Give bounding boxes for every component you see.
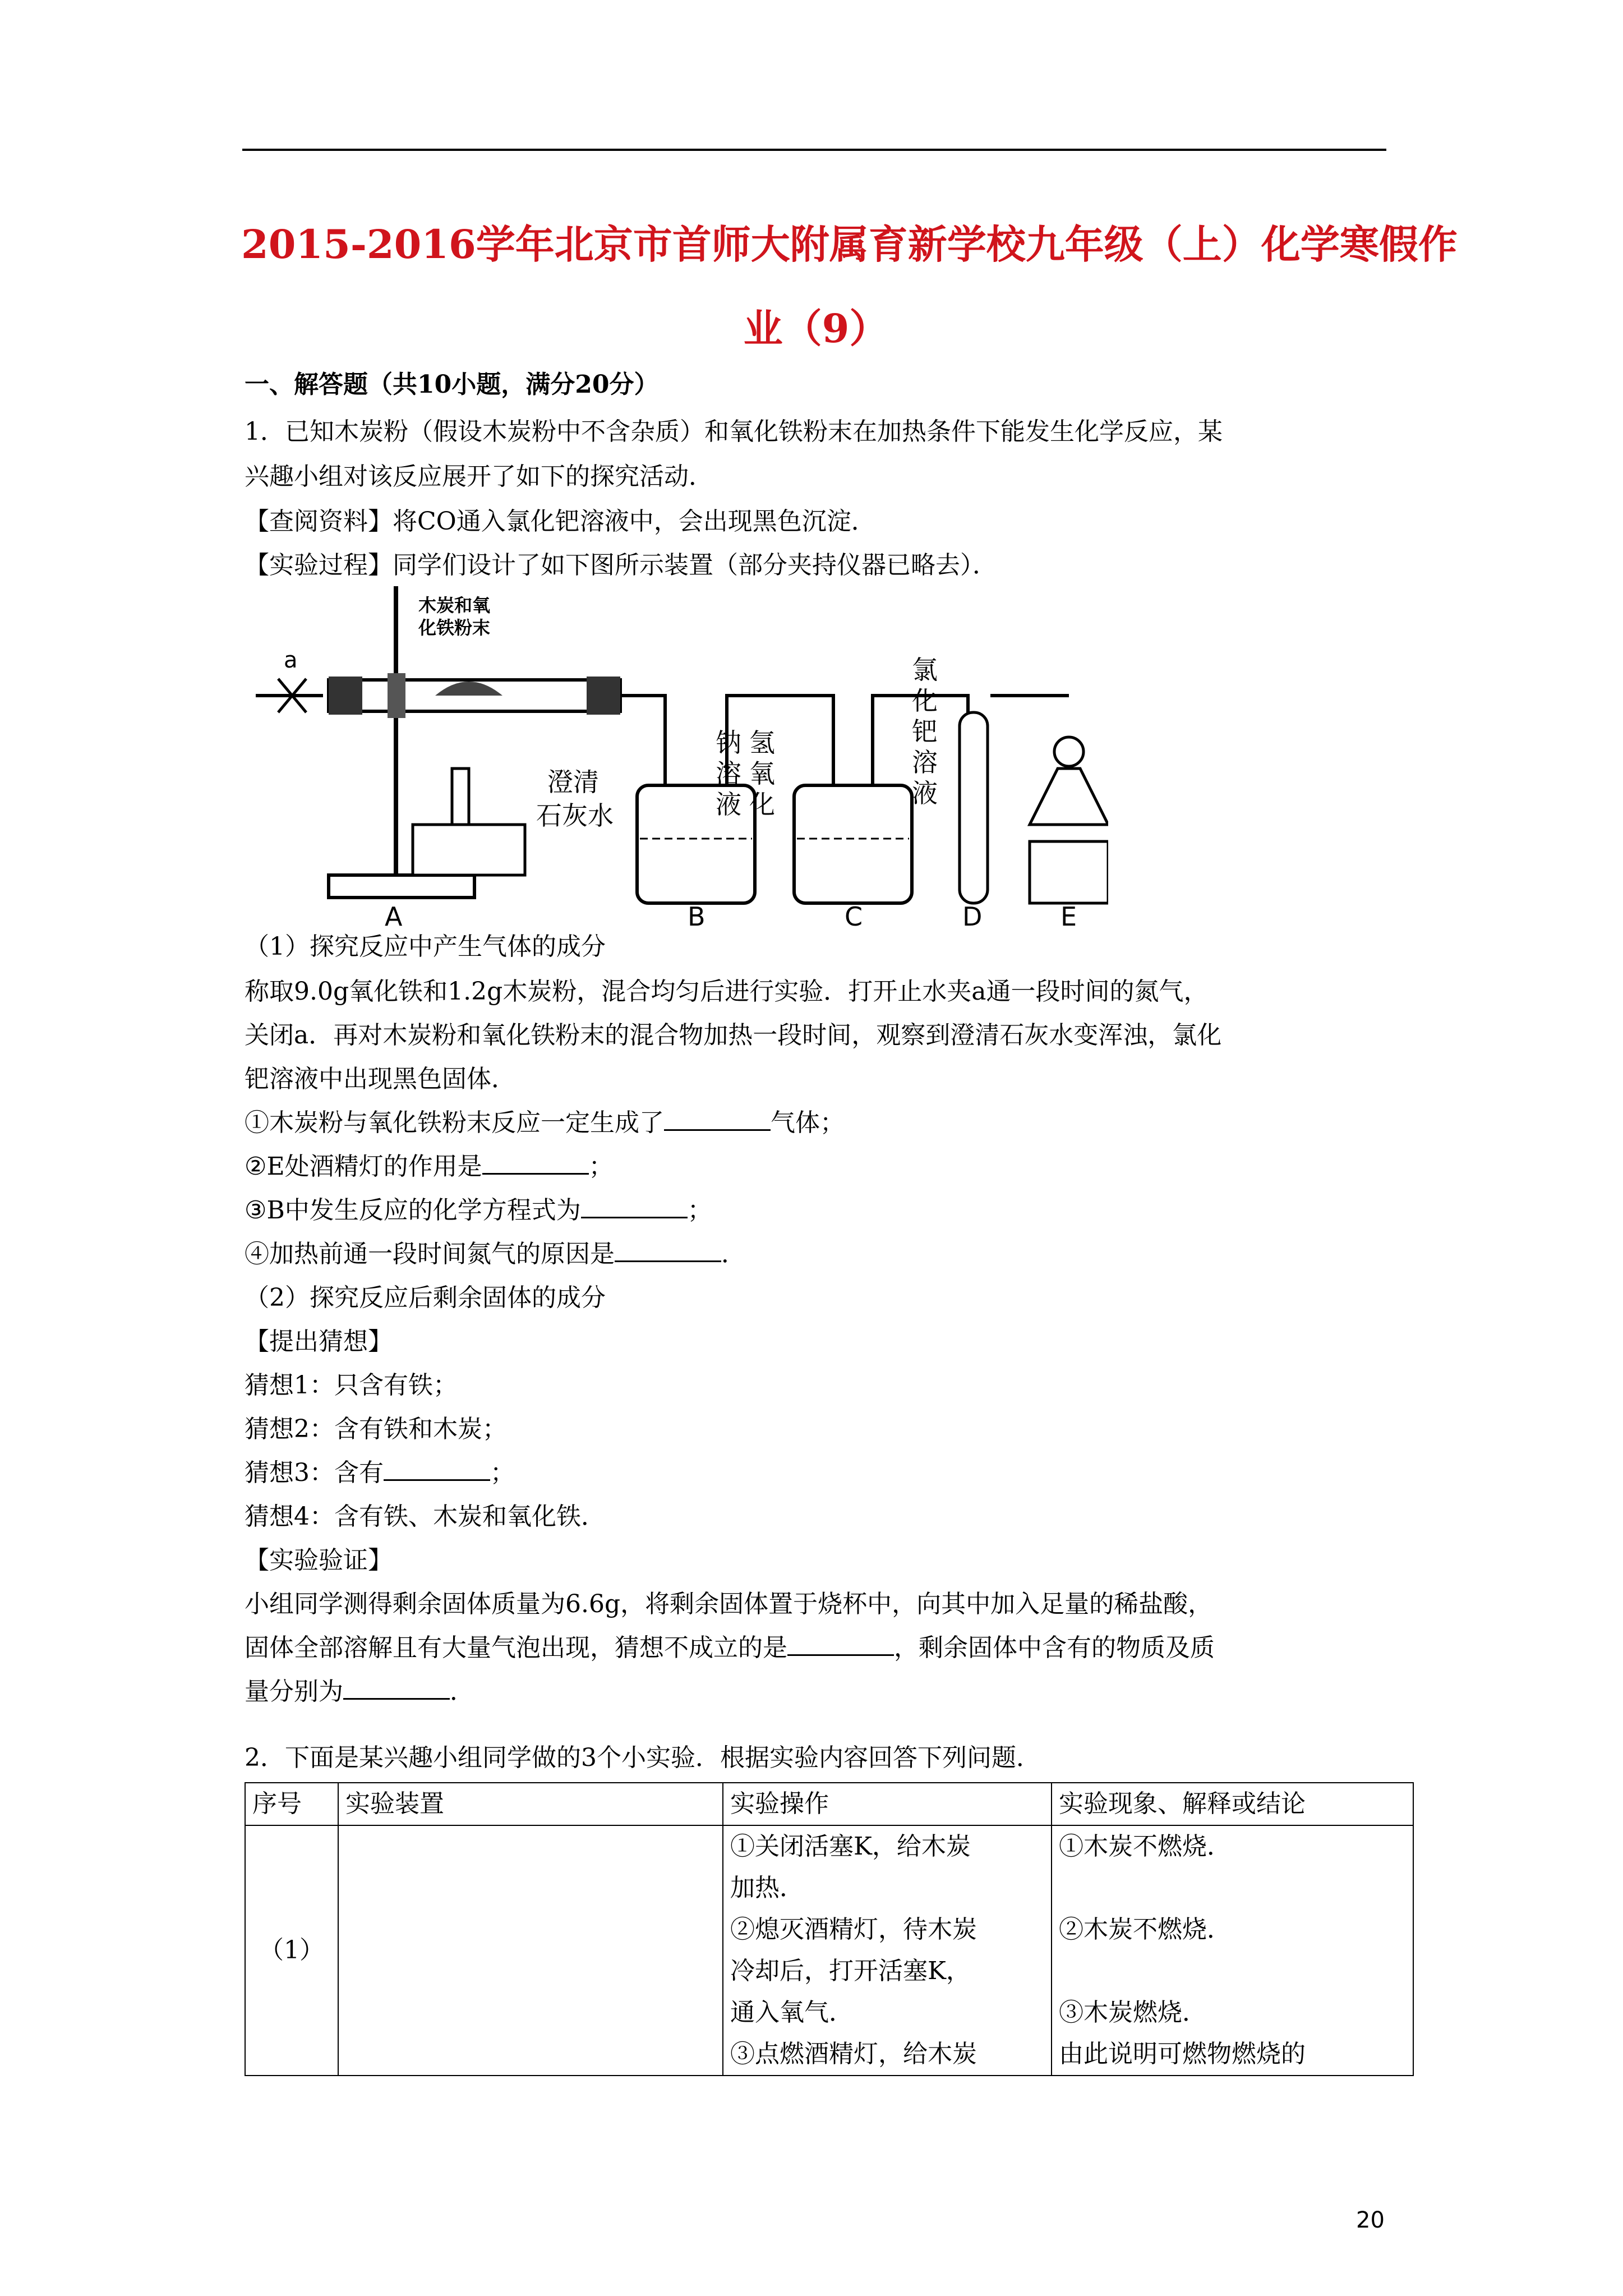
burner-chimney <box>452 769 469 825</box>
test-tube-d <box>960 712 988 903</box>
operation-line: ②熄灭酒精灯，待木炭 <box>730 1915 977 1944</box>
table-header-row <box>245 1783 1413 1825</box>
verify-line-2: 固体全部溶解且有大量气泡出现，猜想不成立的是 ，剩余固体中含有的物质及质 <box>245 1626 1215 1671</box>
limewater-label-1: 澄清 <box>547 767 599 797</box>
q1-intro-line-2: 兴趣小组对该反应展开了如下的探究活动． <box>245 462 713 491</box>
station-label-b: B <box>688 901 706 931</box>
row-results <box>1052 1825 1413 2076</box>
verify-line-3: 量分别为 ． <box>245 1669 474 1714</box>
answer-blank[interactable] <box>384 1457 490 1481</box>
experiment-table <box>245 1782 1414 2076</box>
page-title-line-2: 业（9） <box>743 305 889 352</box>
table-row <box>245 1825 1413 2076</box>
naoh-label-5: 溶 <box>716 758 741 789</box>
page-number: 20 <box>1356 2207 1385 2233</box>
station-label-a: A <box>385 901 403 931</box>
header-operation: 实验操作 <box>723 1783 1052 1825</box>
clamp-a-label: a <box>284 647 298 673</box>
alcohol-lamp <box>1030 769 1108 825</box>
naoh-label-2: 氧 <box>749 758 775 789</box>
operation-line: 加热． <box>730 1874 804 1902</box>
result-line <box>1059 1950 1406 1992</box>
answer-blank[interactable] <box>615 1238 721 1262</box>
part1-text-2: 关闭a．再对木炭粉和氧化铁粉末的混合物加热一段时间，观察到澄清石灰水变浑浊，氯化 <box>245 1021 1222 1050</box>
naoh-label-1: 氢 <box>749 728 775 758</box>
result-line: ③木炭燃烧． <box>1059 1998 1207 2027</box>
tube-b-to-c <box>727 696 833 785</box>
answer-blank[interactable] <box>482 1151 589 1175</box>
answer-blank[interactable] <box>787 1632 894 1656</box>
tube-a-to-b <box>620 696 665 785</box>
q1-sub-b: ②E处酒精灯的作用是 ； <box>245 1144 614 1189</box>
section-heading: 一、解答题（共10小题，满分20分） <box>245 370 659 399</box>
result-line: ②木炭不燃烧． <box>1059 1915 1232 1944</box>
result-line: 由此说明可燃物燃烧的 <box>1059 2040 1306 2068</box>
operation-line: ③点燃酒精灯，给木炭 <box>730 2040 977 2068</box>
hypothesis-1: 猜想1：只含有铁； <box>245 1371 458 1400</box>
operation-line: 通入氧气． <box>730 1998 854 2027</box>
q1-sub-d: ④加热前通一段时间氮气的原因是 ． <box>245 1232 746 1277</box>
lamp-flame <box>1054 737 1083 766</box>
sample-label-2: 化铁粉末 <box>418 617 491 638</box>
q2-intro: 2．下面是某兴趣小组同学做的3个小实验．根据实验内容回答下列问题． <box>245 1743 1041 1772</box>
naoh-label-3: 化 <box>749 789 775 820</box>
answer-blank[interactable] <box>581 1194 688 1218</box>
answer-blank[interactable] <box>664 1107 771 1131</box>
part1-text-1: 称取9.0g氧化铁和1.2g木炭粉，混合均匀后进行实验．打开止水夹a通一段时间的氮气， <box>245 977 1209 1006</box>
hypothesis-header: 【提出猜想】 <box>245 1327 393 1356</box>
pdcl2-label-4: 溶 <box>912 747 938 777</box>
tube-stopper-left <box>329 677 362 715</box>
row-index: （1） <box>245 1825 338 2076</box>
apparatus-figure <box>245 583 1108 931</box>
q1-sub-a: ①木炭粉与氧化铁粉末反应一定生成了 气体； <box>245 1101 845 1145</box>
result-line <box>1059 1867 1406 1909</box>
answer-blank[interactable] <box>343 1676 450 1700</box>
operation-line: ①关闭活塞K，给木炭 <box>730 1832 971 1861</box>
result-line: ①木炭不燃烧． <box>1059 1832 1232 1861</box>
station-label-e: E <box>1061 901 1077 931</box>
q1-info: 【查阅资料】将CO通入氯化钯溶液中，会出现黑色沉淀． <box>245 507 876 536</box>
naoh-label-6: 液 <box>716 789 741 820</box>
wooden-block <box>1030 841 1108 903</box>
hypothesis-2: 猜想2：含有铁和木炭； <box>245 1415 507 1443</box>
tube-clamp <box>388 673 405 718</box>
row-apparatus <box>338 1825 723 2076</box>
station-label-d: D <box>962 901 983 931</box>
part1-title: （1）探究反应中产生气体的成分 <box>245 932 606 961</box>
bottle-c <box>794 785 912 903</box>
naoh-label-4: 钠 <box>716 728 741 758</box>
q1-intro-line-1: 1．已知木炭粉（假设木炭粉中不含杂质）和氧化铁粉末在加热条件下能发生化学反应，某 <box>245 417 1223 446</box>
q1-process: 【实验过程】同学们设计了如下图所示装置（部分夹持仪器已略去）． <box>245 551 997 579</box>
pdcl2-label-2: 化 <box>912 685 938 716</box>
pdcl2-label-3: 钯 <box>912 716 938 747</box>
header-result: 实验现象、解释或结论 <box>1052 1783 1413 1825</box>
limewater-label-2: 石灰水 <box>536 800 614 831</box>
stand-base <box>329 875 474 898</box>
row-operations <box>723 1825 1052 2076</box>
header-apparatus: 实验装置 <box>338 1783 723 1825</box>
header-index: 序号 <box>245 1783 338 1825</box>
header-rule <box>242 149 1386 151</box>
q1-sub-c: ③B中发生反应的化学方程式为 ； <box>245 1188 712 1233</box>
hypothesis-4: 猜想4：含有铁、木炭和氧化铁． <box>245 1502 606 1531</box>
hypothesis-3: 猜想3：含有 ； <box>245 1451 515 1496</box>
operation-line: 冷却后，打开活塞K， <box>730 1957 971 1985</box>
verify-header: 【实验验证】 <box>245 1546 393 1575</box>
station-label-c: C <box>845 901 863 931</box>
verify-line-1: 小组同学测得剩余固体质量为6.6g，将剩余固体置于烧杯中，向其中加入足量的稀盐酸， <box>245 1590 1213 1618</box>
tube-stopper-right <box>587 677 620 715</box>
part2-title: （2）探究反应后剩余固体的成分 <box>245 1283 606 1312</box>
pdcl2-label-5: 液 <box>912 778 938 808</box>
page-title-line-1: 2015-2016学年北京市首师大附属育新学校九年级（上）化学寒假作 <box>241 221 1458 268</box>
pdcl2-label-1: 氯 <box>912 655 938 685</box>
part1-text-3: 钯溶液中出现黑色固体． <box>245 1065 516 1093</box>
burner <box>413 825 525 875</box>
sample-label-1: 木炭和氧 <box>418 595 491 616</box>
